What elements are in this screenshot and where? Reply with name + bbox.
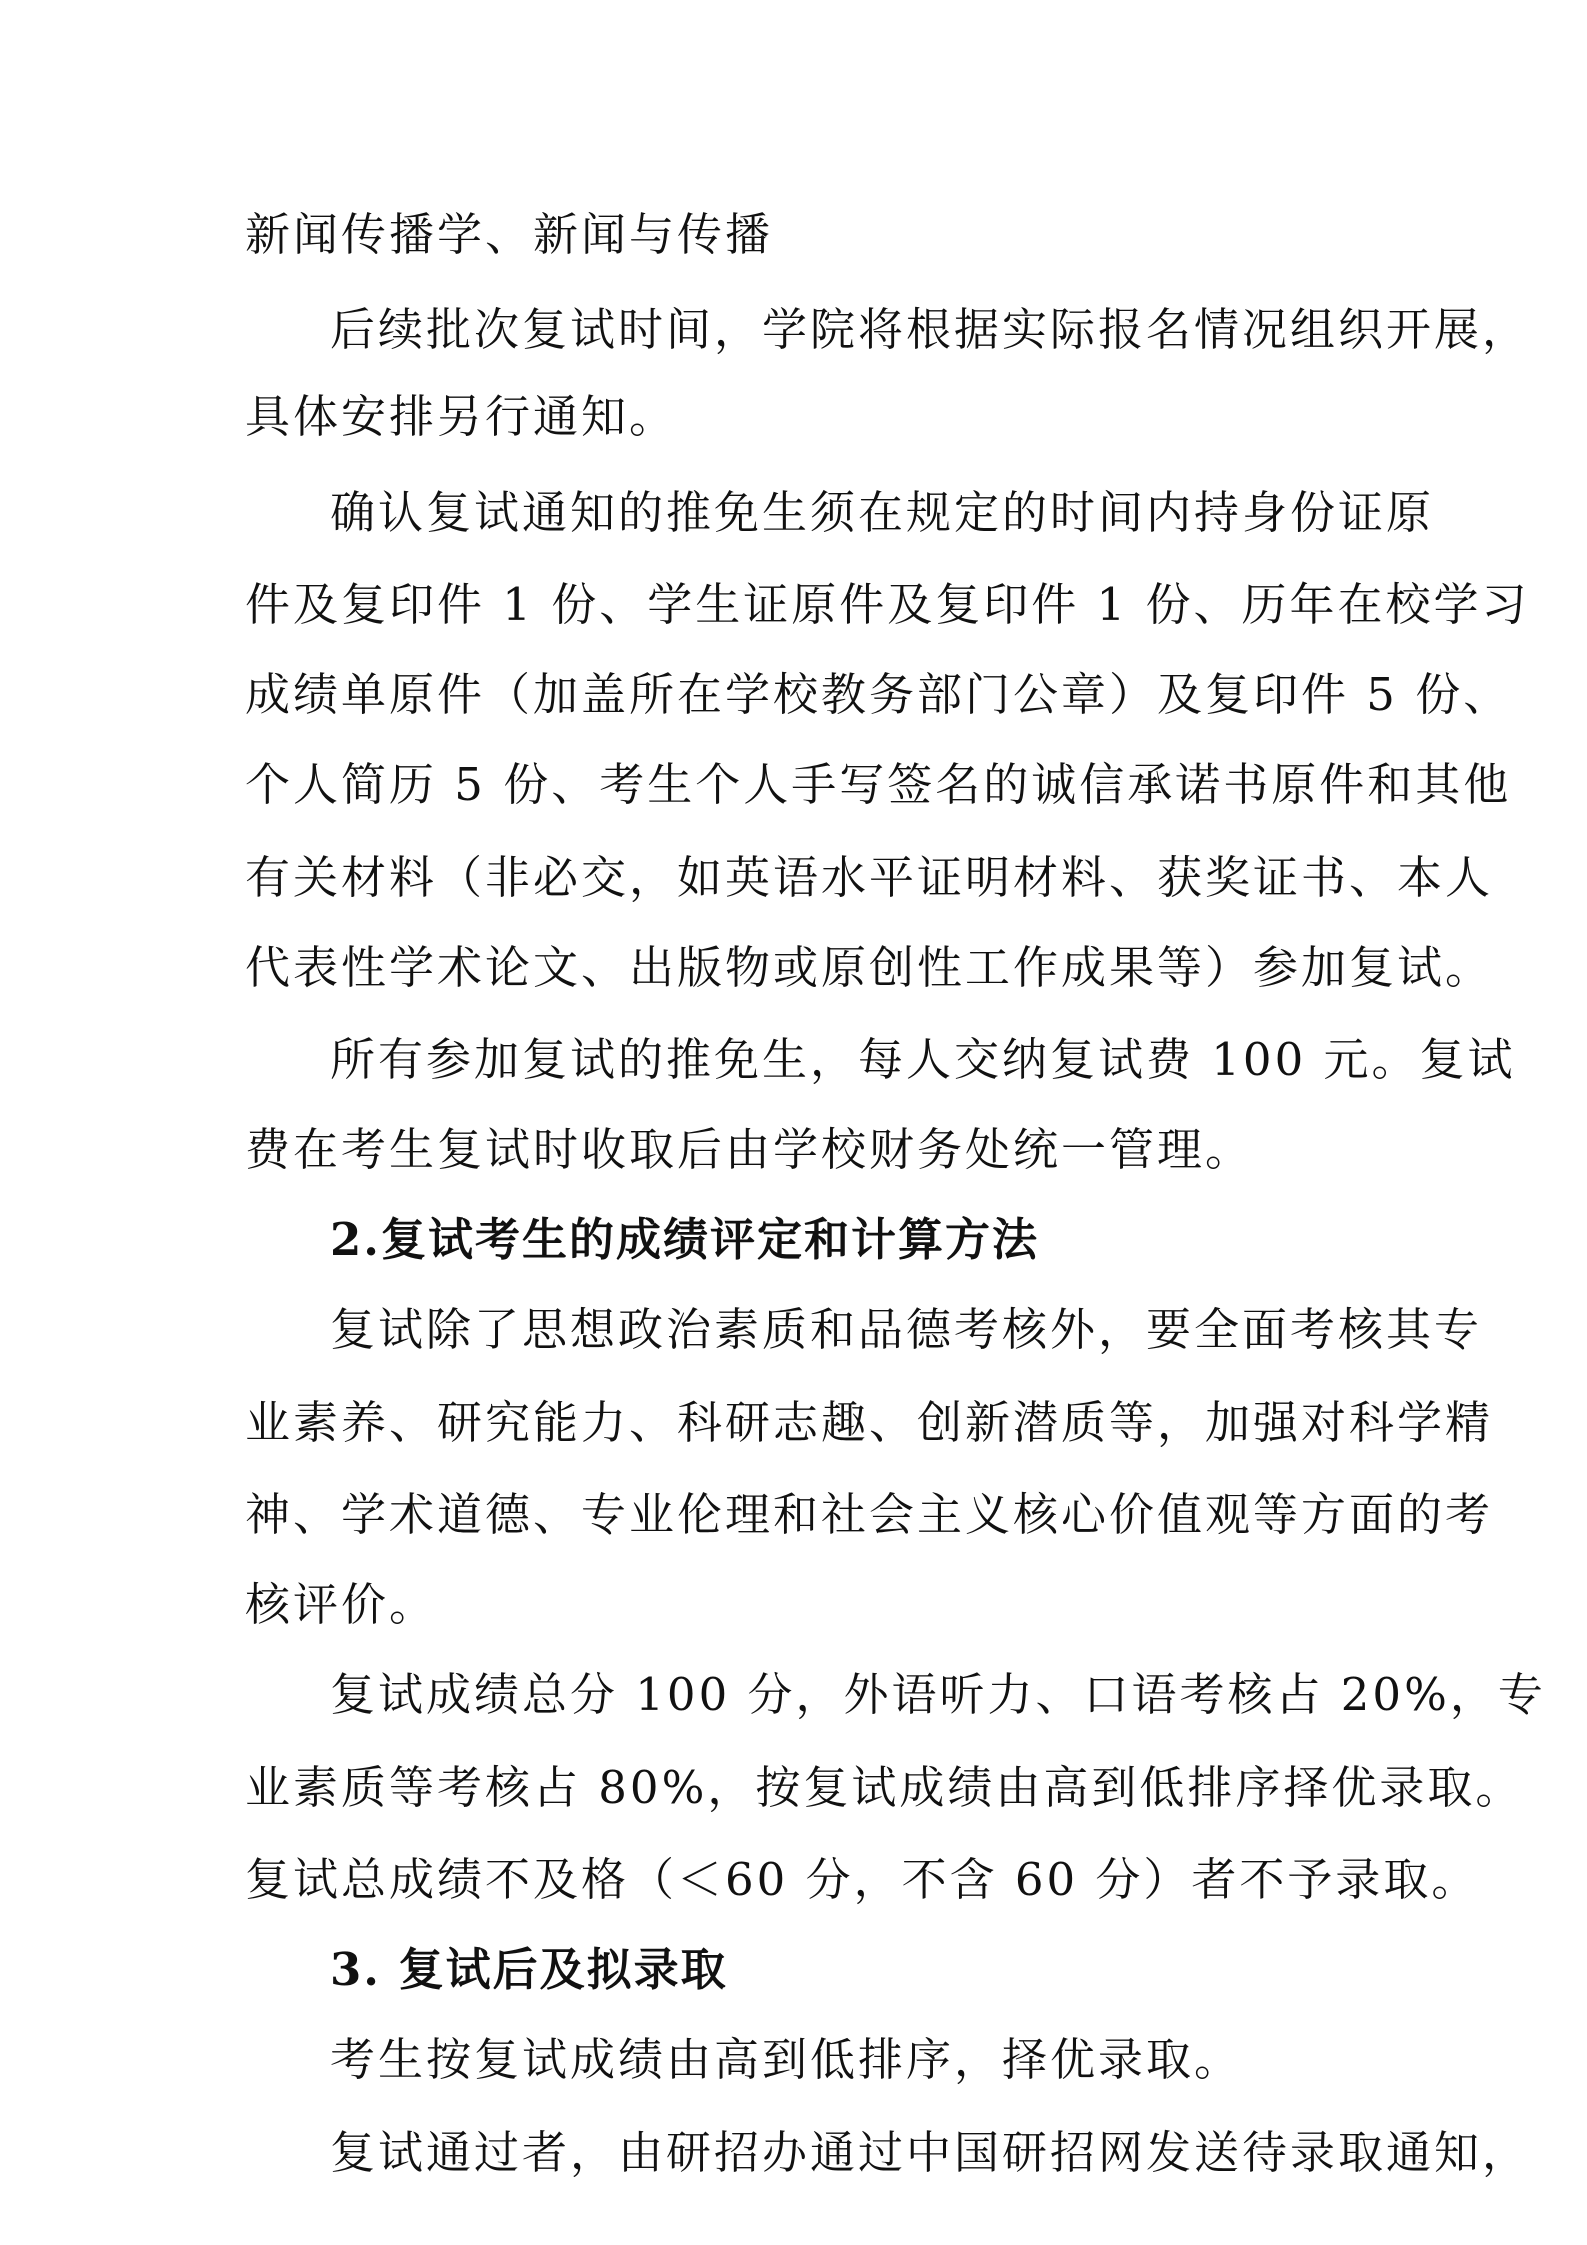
text-line: 费在考生复试时收取后由学校财务处统一管理。 [245, 1123, 1254, 1176]
text-line: 神、学术道德、专业伦理和社会主义核心价值观等方面的考 [245, 1488, 1494, 1541]
text-line: 新闻传播学、新闻与传播 [245, 208, 774, 261]
text-line: 成绩单原件（加盖所在学校教务部门公章）及复印件 5 份、 [245, 668, 1512, 721]
section-heading: 3. 复试后及拟录取 [330, 1943, 728, 1996]
text-line: 复试成绩总分 100 分，外语听力、口语考核占 20%，专 [330, 1668, 1546, 1721]
text-line: 所有参加复试的推免生，每人交纳复试费 100 元。复试 [330, 1033, 1516, 1086]
text-line: 后续批次复试时间，学院将根据实际报名情况组织开展， [330, 303, 1531, 356]
text-line: 复试总成绩不及格（＜60 分，不含 60 分）者不予录取。 [245, 1853, 1480, 1906]
text-line: 具体安排另行通知。 [245, 390, 678, 443]
text-line: 业素质等考核占 80%，按复试成绩由高到低排序择优录取。 [245, 1761, 1524, 1814]
text-line: 件及复印件 1 份、学生证原件及复印件 1 份、历年在校学习 [245, 578, 1530, 631]
text-line: 个人简历 5 份、考生个人手写签名的诚信承诺书原件和其他 [245, 758, 1512, 811]
text-line: 业素养、研究能力、科研志趣、创新潜质等，加强对科学精 [245, 1396, 1494, 1449]
text-line: 考生按复试成绩由高到低排序，择优录取。 [330, 2033, 1243, 2086]
section-heading: 2.复试考生的成绩评定和计算方法 [330, 1213, 1039, 1266]
text-line: 代表性学术论文、出版物或原创性工作成果等）参加复试。 [245, 941, 1494, 994]
text-line: 核评价。 [245, 1578, 438, 1631]
text-line: 确认复试通知的推免生须在规定的时间内持身份证原 [330, 486, 1435, 539]
text-line: 复试通过者，由研招办通过中国研招网发送待录取通知， [330, 2126, 1531, 2179]
text-line: 有关材料（非必交，如英语水平证明材料、获奖证书、本人 [245, 851, 1494, 904]
text-line: 复试除了思想政治素质和品德考核外，要全面考核其专 [330, 1303, 1483, 1356]
